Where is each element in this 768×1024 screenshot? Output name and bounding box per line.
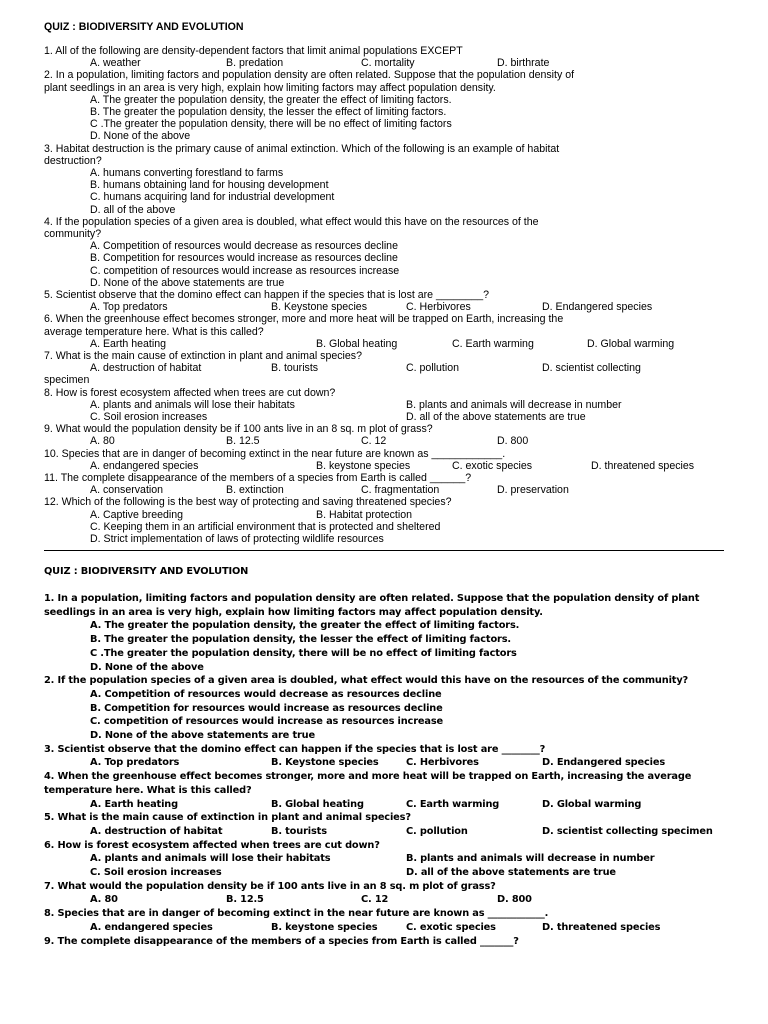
question-text: destruction? <box>44 154 102 167</box>
answer-option: C. pollution <box>406 362 459 375</box>
answer-option: C .The greater the population density, there will be no effect of limiting factors <box>90 118 452 131</box>
question-text: 1. In a population, limiting factors and population density are often related. Suppose that the population density of plant <box>44 593 700 604</box>
question-text: 4. When the greenhouse effect becomes stronger, more and more heat will be trapped on Earth, increasing the average <box>44 771 692 783</box>
answer-option: B. 12.5 <box>226 435 260 448</box>
answer-option: D. all of the above statements are true <box>406 867 616 878</box>
answer-option: A. Top predators <box>90 757 180 769</box>
answer-option: C. exotic species <box>452 459 533 472</box>
question-text: community? <box>44 228 102 240</box>
question-text: plant seedlings in an area is very high, explain how limiting factors may affect population density. <box>44 81 496 94</box>
answer-option: A. humans converting forestland to farms <box>90 167 284 179</box>
answer-option: B. Keystone species <box>271 301 367 314</box>
answer-option: D. Global warming <box>542 798 642 810</box>
answer-option: C. mortality <box>361 57 415 70</box>
answer-option: A. destruction of habitat <box>90 362 202 375</box>
answer-option: B. extinction <box>226 484 284 497</box>
answer-option: C. Keeping them in an artificial environment that is protected and sheltered <box>90 520 441 533</box>
answer-option-continued: specimen <box>44 374 90 387</box>
answer-option: D. scientist collecting <box>542 362 641 375</box>
answer-option: B. predation <box>226 57 284 70</box>
answer-option: A. endangered species <box>90 459 199 472</box>
answer-option: D. scientist collecting specimen <box>542 825 713 837</box>
question-text: 9. The complete disappearance of the members of a species from Earth is called _______? <box>44 935 519 947</box>
answer-option: A. The greater the population density, the greater the effect of limiting factors. <box>90 620 520 632</box>
answer-option: B. Keystone species <box>271 757 379 769</box>
answer-option: C. fragmentation <box>361 484 440 497</box>
answer-option: B. humans obtaining land for housing development <box>90 179 329 192</box>
answer-option: A. plants and animals will lose their habitats <box>90 853 331 865</box>
question-text: 8. How is forest ecosystem affected when trees are cut down? <box>44 386 336 399</box>
answer-option: B. Competition for resources would increase as resources decline <box>90 252 398 265</box>
answer-option: D. 800 <box>497 435 529 448</box>
quiz-title: QUIZ : BIODIVERSITY AND EVOLUTION <box>44 21 244 33</box>
answer-option: D. Strict implementation of laws of protecting wildlife resources <box>90 533 384 545</box>
answer-option: A. Captive breeding <box>90 508 184 521</box>
answer-option: C .The greater the population density, there will be no effect of limiting factors <box>90 647 517 659</box>
question-text: 9. What would the population density be if 100 ants live in an 8 sq. m plot of grass? <box>44 423 433 436</box>
question-text: 10. Species that are in danger of becoming extinct in the near future are known as ____________. <box>44 447 506 460</box>
answer-option: D. threatened species <box>542 921 661 933</box>
answer-option: B. The greater the population density, the lesser the effect of limiting factors. <box>90 106 447 118</box>
answer-option: D. None of the above statements are true <box>90 276 285 289</box>
answer-option: C. Herbivores <box>406 757 479 769</box>
question-text: 7. What would the population density be if 100 ants live in an 8 sq. m plot of grass? <box>44 880 496 892</box>
quiz-title: QUIZ : BIODIVERSITY AND EVOLUTION <box>44 566 249 577</box>
section-divider <box>44 550 724 551</box>
answer-option: C. pollution <box>406 825 468 837</box>
answer-option: A. plants and animals will lose their habitats <box>90 398 295 411</box>
answer-option: A. endangered species <box>90 921 213 933</box>
answer-option: B. Competition for resources would increase as resources decline <box>90 702 443 714</box>
answer-option: C. competition of resources would increase as resources increase <box>90 716 444 728</box>
answer-option: D. birthrate <box>497 57 550 70</box>
answer-option: D. Endangered species <box>542 757 666 769</box>
question-text: seedlings in an area is very high, explain how limiting factors may affect population density. <box>44 606 543 618</box>
answer-option: A. Competition of resources would decrease as resources decline <box>90 688 442 700</box>
question-text: 2. In a population, limiting factors and population density are often related. Suppose that the population density of <box>44 69 575 82</box>
answer-option: C. Earth warming <box>452 337 534 350</box>
answer-option: B. keystone species <box>271 921 378 933</box>
answer-option: D. None of the above statements are true <box>90 730 315 741</box>
answer-option: B. tourists <box>271 825 327 837</box>
answer-option: C. exotic species <box>406 921 496 933</box>
answer-option: A. Earth heating <box>90 337 166 350</box>
answer-option: D. all of the above <box>90 203 176 216</box>
question-text: 1. All of the following are density-dependent factors that limit animal populations EXCEPT <box>44 45 463 57</box>
answer-option: A. Top predators <box>90 301 168 314</box>
question-text: 2. If the population species of a given area is doubled, what effect would this have on the resources of the community? <box>44 675 689 687</box>
question-text: temperature here. What is this called? <box>44 784 252 796</box>
question-text: 11. The complete disappearance of the members of a species from Earth is called ______? <box>44 472 472 484</box>
answer-option: A. Competition of resources would decrease as resources decline <box>90 240 398 253</box>
answer-option: A. 80 <box>90 894 118 906</box>
answer-option: D. 800 <box>497 894 532 906</box>
question-text: 6. How is forest ecosystem affected when trees are cut down? <box>44 839 380 851</box>
answer-option: A. Earth heating <box>90 798 178 810</box>
answer-option: C. 12 <box>361 435 387 448</box>
question-text: 4. If the population species of a given area is doubled, what effect would this have on the resources of the <box>44 215 539 228</box>
question-text: average temperature here. What is this called? <box>44 325 264 338</box>
answer-option: A. destruction of habitat <box>90 825 223 837</box>
answer-option: B. plants and animals will decrease in number <box>406 398 622 411</box>
answer-option: C. Soil erosion increases <box>90 867 222 878</box>
question-text: 5. What is the main cause of extinction in plant and animal species? <box>44 812 411 824</box>
answer-option: B. keystone species <box>316 459 411 472</box>
question-text: 8. Species that are in danger of becoming extinct in the near future are known as ____________. <box>44 908 549 920</box>
answer-option: D. None of the above <box>90 661 204 673</box>
answer-option: D. all of the above statements are true <box>406 411 586 423</box>
answer-option: A. 80 <box>90 435 115 448</box>
answer-option: D. Global warming <box>587 337 675 350</box>
answer-option: B. plants and animals will decrease in number <box>406 853 655 865</box>
answer-option: D. None of the above <box>90 130 191 143</box>
answer-option: D. threatened species <box>591 459 695 472</box>
answer-option: C. humans acquiring land for industrial development <box>90 191 335 204</box>
answer-option: B. Global heating <box>271 798 364 810</box>
answer-option: C. Soil erosion increases <box>90 411 208 423</box>
answer-option: C. competition of resources would increase as resources increase <box>90 264 400 277</box>
question-text: 6. When the greenhouse effect becomes stronger, more and more heat will be trapped on Earth, increasing the <box>44 313 564 326</box>
answer-option: B. tourists <box>271 362 319 375</box>
question-text: 3. Scientist observe that the domino effect can happen if the species that is lost are ________? <box>44 743 546 755</box>
answer-option: A. weather <box>90 57 141 70</box>
question-text: 7. What is the main cause of extinction in plant and animal species? <box>44 350 362 362</box>
answer-option: B. The greater the population density, the lesser the effect of limiting factors. <box>90 634 511 646</box>
answer-option: B. Habitat protection <box>316 508 412 521</box>
question-text: 12. Which of the following is the best way of protecting and saving threatened species? <box>44 496 452 509</box>
question-text: 3. Habitat destruction is the primary cause of animal extinction. Which of the following is an example of habitat <box>44 142 560 155</box>
answer-option: B. 12.5 <box>226 894 264 906</box>
answer-option: D. Endangered species <box>542 301 653 314</box>
answer-option: B. Global heating <box>316 337 398 350</box>
answer-option: C. 12 <box>361 894 389 906</box>
answer-option: C. Herbivores <box>406 301 471 314</box>
answer-option: A. The greater the population density, the greater the effect of limiting factors. <box>90 93 452 106</box>
question-text: 5. Scientist observe that the domino effect can happen if the species that is lost are ________? <box>44 289 490 301</box>
answer-option: D. preservation <box>497 484 569 497</box>
answer-option: C. Earth warming <box>406 798 500 810</box>
answer-option: A. conservation <box>90 484 164 497</box>
